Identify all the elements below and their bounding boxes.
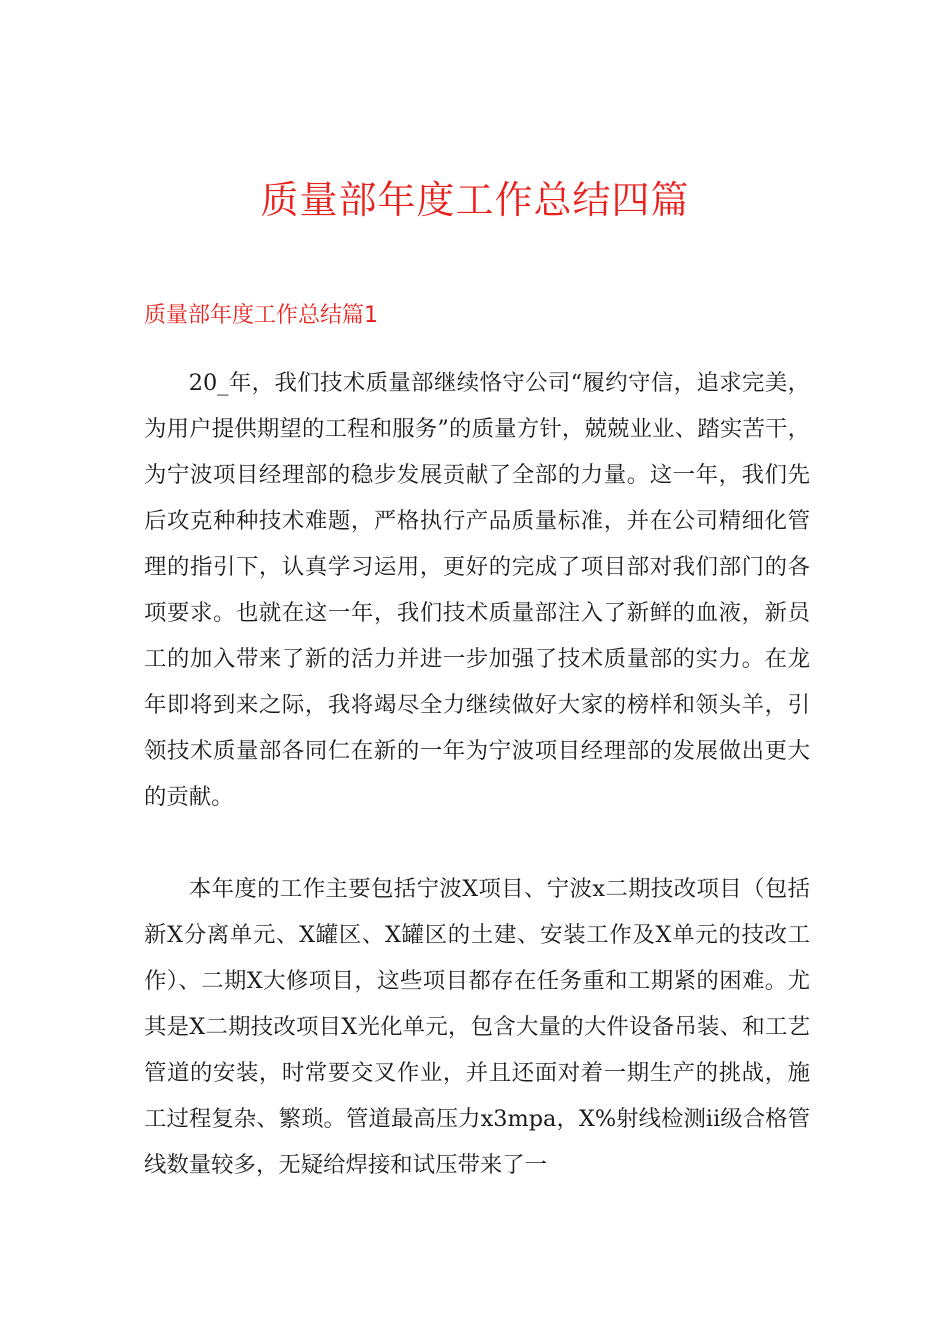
section-heading: 质量部年度工作总结篇1 [144, 303, 378, 328]
body-paragraph: 20_年，我们技术质量部继续恪守公司“履约守信，追求完美，为用户提供期望的工程和服务”的质量方针，兢兢业业、踏实苦干，为宁波项目经理部的稳步发展贡献了全部的力量。这一年，我们先后攻克种种技术难题，严格执行产品质量标准，并在公司精细化管理的指引下，认真学习运用，更好的完成了项目部对我们部门的各项要求。也就在这一年，我们技术质量部注入了新鲜的血液，新员工的加入带来了新的活力并进一步加强了技术质量部的实力。在龙年即将到来之际，我将竭尽全力继续做好大家的榜样和领头羊，引领技术质量部各同仁在新的一年为宁波项目经理部的发展做出更大的贡献。 [144, 370, 810, 810]
body-paragraph: 本年度的工作主要包括宁波X项目、宁波x二期技改项目（包括新X分离单元、X罐区、X罐区的土建、安装工作及X单元的技改工作）、二期X大修项目，这些项目都存在任务重和工期紧的困难。尤其是X二期技改项目X光化单元，包含大量的大件设备吊装、和工艺管道的安装，时常要交叉作业，并且还面对着一期生产的挑战，施工过程复杂、繁琐。管道最高压力x3mpa，X%射线检测ii级合格管线数量较多，无疑给焊接和试压带来了一 [144, 876, 810, 1178]
document-title: 质量部年度工作总结四篇 [260, 178, 690, 222]
